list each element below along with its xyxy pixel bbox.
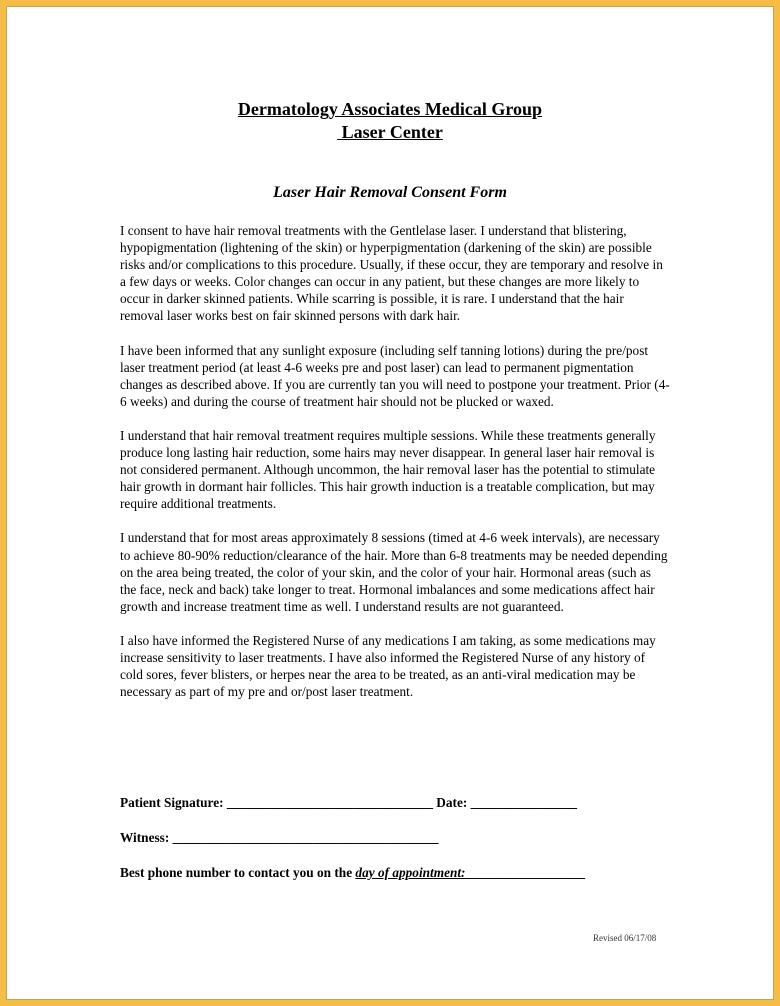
paragraph-risks: I consent to have hair removal treatments with the Gentlelase laser. I understand that blistering, hypopigmentation (lightening of the skin) or hyperpigmentation (darkening of the skin) are possible risks and/or complications to this procedure. Usually, if these occur, they are temporary and resolve in a few days or weeks. Color changes can occur in any patient, but these changes are more likely to occur in darker skinned patients. While scarring is possible, it is rare. I understand that the hair removal laser works best on fair skinned persons with dark hair. [120,223,663,324]
date-label: Date: [432,795,471,810]
phone-field[interactable]: __________________ [465,865,586,880]
consent-body [120,222,670,717]
date-field[interactable]: ________________ [470,795,578,810]
form-title: Laser Hair Removal Consent Form [273,184,507,201]
phone-row [120,865,680,900]
paragraph-medications: I also have informed the Registered Nurse of any medications I am taking, as some medications may increase sensitivity to laser treatments. I have also informed the Registered Nurse of any history of cold sores, fever blisters, or herpes near the area to be treated, as an anti-viral medication may be necessary as part of my pre and or/post laser treatment. [120,632,656,700]
patient-signature-label: Patient Signature: [120,795,227,810]
paragraph-sun-exposure: I have been informed that any sunlight exposure (including self tanning lotions) during the pre/post laser treatment period (at least 4-6 weeks pre and post laser) can lead to permanent pigmentation changes as described above. If you are currently tan you will need to postpone your treatment. Prior (4-6 weeks) and during the course of treatment hair should not be plucked or waxed. [120,342,670,409]
document-page [6,6,774,1000]
patient-signature-row [120,795,680,830]
patient-signature-field[interactable]: _______________________________ [226,795,433,810]
revision-date: Revised 06/17/08 [593,933,657,943]
paragraph-session-count: I understand that for most areas approximately 8 sessions (timed at 4-6 week intervals), are necessary to achieve 80-90% reduction/clearance of the hair. More than 6-8 treatments may be needed depending on the area being treated, the color of your skin, and the color of your hair. Hormonal areas (such as the face, neck and back) take longer to treat. Hormonal imbalances and some medications affect hair growth and increase treatment time as well. I understand results are not guaranteed. [120,530,668,614]
witness-row [120,830,680,865]
paragraph-multiple-sessions: I understand that hair removal treatment requires multiple sessions. While these treatments generally produce long lasting hair reduction, some hairs may never disappear. In general laser hair removal is not considered permanent. Although uncommon, the hair removal laser has the potential to stimulate hair growth in dormant hair follicles. This hair growth induction is a treatable complication, but may require additional treatments. [120,427,656,512]
witness-field[interactable]: ________________________________________ [172,830,439,845]
center-title: Laser Center [337,122,443,142]
phone-label-emphasis: day of appointment: [355,865,466,880]
signature-section [120,795,680,900]
organization-title: Dermatology Associates Medical Group [237,99,543,119]
phone-label: Best phone number to contact you on the [120,865,356,880]
witness-label: Witness: [120,830,173,845]
